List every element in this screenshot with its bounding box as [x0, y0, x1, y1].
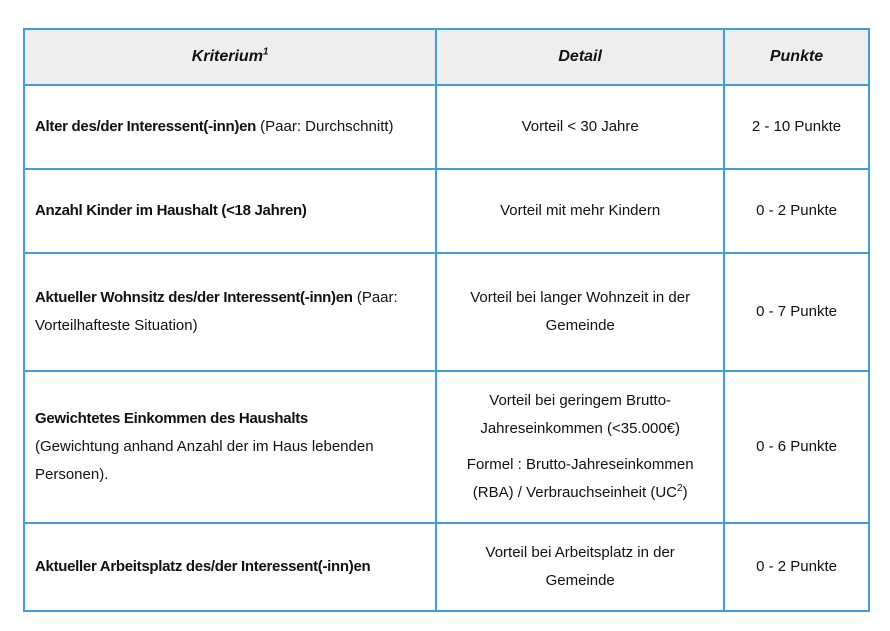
kriterium-bold: Aktueller Arbeitsplatz des/der Interessent(-inn)en — [35, 558, 371, 575]
formula-sup: 2 — [677, 483, 683, 494]
kriterium-note: (Paar: Durchschnitt) — [255, 118, 394, 135]
table-row — [24, 371, 869, 523]
table-row — [24, 169, 869, 253]
header-detail: Detail — [436, 29, 724, 85]
row-detail — [436, 371, 724, 523]
kriterium-note: (Paar: Vorteilhafteste Situation) — [35, 289, 398, 334]
header-kriterium — [24, 29, 436, 85]
kriterium-bold: Alter des/der Interessent(-inn)en — [35, 118, 256, 135]
row-punkte: 0 - 2 Punkte — [724, 523, 869, 611]
row-detail: Vorteil < 30 Jahre — [436, 85, 724, 169]
table-body — [24, 85, 869, 611]
row-punkte: 0 - 7 Punkte — [724, 253, 869, 371]
row-kriterium — [24, 523, 436, 611]
header-row — [24, 29, 869, 85]
row-kriterium — [24, 371, 436, 523]
row-punkte: 0 - 2 Punkte — [724, 169, 869, 253]
row-kriterium — [24, 169, 436, 253]
kriterium-bold: Aktueller Wohnsitz des/der Interessent(-inn)en — [35, 289, 353, 306]
row-kriterium — [24, 253, 436, 371]
row-punkte: 0 - 6 Punkte — [724, 371, 869, 523]
row-punkte: 2 - 10 Punkte — [724, 85, 869, 169]
table-header — [24, 29, 869, 85]
formula-text: Formel : Brutto-Jahreseinkommen (RBA) / Verbrauchseinheit (UC — [466, 456, 694, 501]
row-kriterium — [24, 85, 436, 169]
table-row — [24, 253, 869, 371]
row-detail: Vorteil bei langer Wohnzeit in der Gemeinde — [436, 253, 724, 371]
detail-text: Vorteil bei geringem Brutto-Jahreseinkommen (<35.000€) — [480, 392, 681, 437]
header-kriterium-label: Kriterium — [191, 48, 263, 65]
table-row — [24, 523, 869, 611]
criteria-table — [23, 28, 870, 612]
kriterium-note: (Gewichtung anhand Anzahl der im Haus lebenden Personen). — [35, 438, 374, 483]
footnote-marker: 1 — [262, 46, 269, 58]
table-row — [24, 85, 869, 169]
header-punkte: Punkte — [724, 29, 869, 85]
row-detail: Vorteil mit mehr Kindern — [436, 169, 724, 253]
kriterium-bold: Gewichtetes Einkommen des Haushalts — [35, 410, 308, 427]
kriterium-bold: Anzahl Kinder im Haushalt (<18 Jahren) — [35, 202, 307, 219]
detail-formula — [459, 451, 701, 507]
row-detail: Vorteil bei Arbeitsplatz in der Gemeinde — [436, 523, 724, 611]
formula-end: ) — [682, 484, 688, 501]
